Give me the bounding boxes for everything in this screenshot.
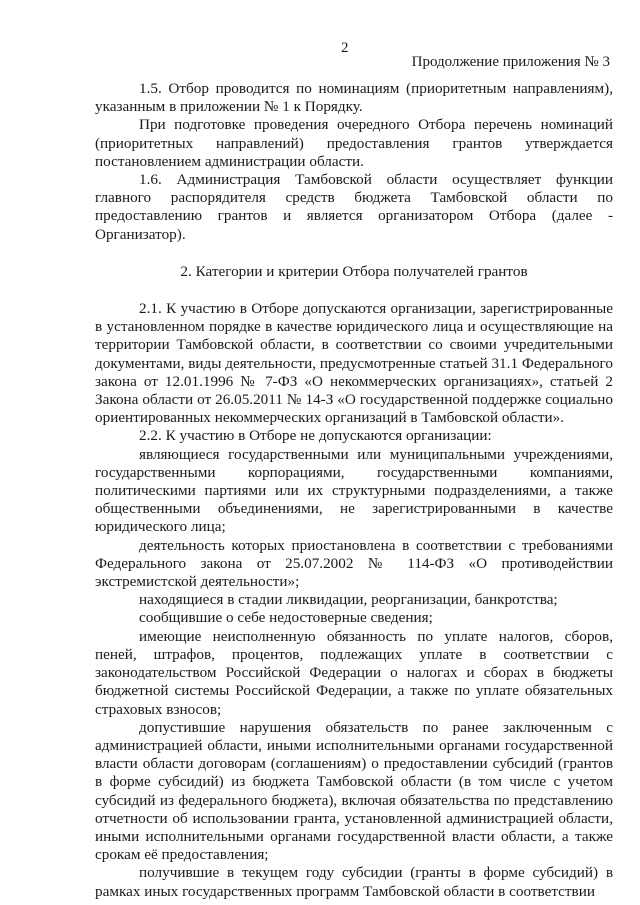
exclusion-item-tax-debts: имеющие неисполненную обязанность по уплате налогов, сборов, пеней, штрафов, процентов, подлежащих уплате в соответствии с законодательством Российской Федерации о налогах и сборах в бюджеты бюджетной системы Российской Федерации, а также по уплате обязательных страховых взносов; — [95, 627, 613, 718]
paragraph-2-2: 2.2. К участию в Отборе не допускаются организации: — [139, 427, 492, 445]
section-heading-2: 2. Категории и критерии Отбора получателей грантов — [180, 262, 528, 280]
exclusion-item-obligation-violations: допустившие нарушения обязательств по ранее заключенным с администрацией области, иными исполнительными органами государственной власти области договорам (соглашениям) о предоставлении субсидий (грантов в форме субсидий) из бюджета Тамбовской области (в том числе с учетом субсидий из федерального бюджета), включая обязательства по представлению отчетности об использовании гранта, установленной администрацией области, иными исполнительными органами государственной власти области, а также срокам её предоставления; — [95, 718, 613, 864]
exclusion-item-suspended-activity: деятельность которых приостановлена в соответствии с требованиями Федерального закона от 25.07.2002 № 114-ФЗ «О противодействии экстремистской деятельности»; — [95, 536, 613, 591]
paragraph-nominations-list: При подготовке проведения очередного Отбора перечень номинаций (приоритетных направлений) предоставления грантов утверждается постановлением администрации области. — [95, 116, 613, 170]
paragraph-1-6: 1.6. Администрация Тамбовской области осуществляет функции главного распорядителя средств бюджета Тамбовской области по предоставлению грантов и является организатором Отбора (далее - Организатор). — [95, 171, 613, 243]
page-number: 2 — [341, 40, 349, 56]
exclusion-item-other-subsidies: получившие в текущем году субсидии (гранты в форме субсидий) в рамках иных государственных программ Тамбовской области в соответствии — [95, 864, 613, 900]
exclusion-item-state-institutions: являющиеся государственными или муниципальными учреждениями, государственными корпорациями, государственными компаниями, политическими партиями или их структурными подразделениями, а также общественными объединениями, не зарегистрированными в качестве юридического лица; — [95, 445, 613, 536]
paragraph-1-5: 1.5. Отбор проводится по номинациям (приоритетным направлениям), указанным в приложении № 1 к Порядку. — [95, 80, 613, 116]
paragraph-2-1: 2.1. К участию в Отборе допускаются организации, зарегистрированные в установленном порядке в качестве юридического лица и осуществляющие на территории Тамбовской области, в соответствии со своими учредительными документами, виды деятельности, предусмотренные статьей 31.1 Федерального закона от 12.01.1996 № 7-ФЗ «О некоммерческих организациях», статьей 2 Закона области от 26.05.2011 № 14-З «О государственной поддержке социально ориентированных некоммерческих организаций в Тамбовской области». — [95, 300, 613, 427]
exclusion-item-false-information: сообщившие о себе недостоверные сведения; — [139, 609, 433, 627]
appendix-continuation-note: Продолжение приложения № 3 — [411, 54, 610, 70]
document-body — [95, 80, 613, 901]
exclusion-item-liquidation: находящиеся в стадии ликвидации, реорганизации, банкротства; — [139, 591, 558, 609]
